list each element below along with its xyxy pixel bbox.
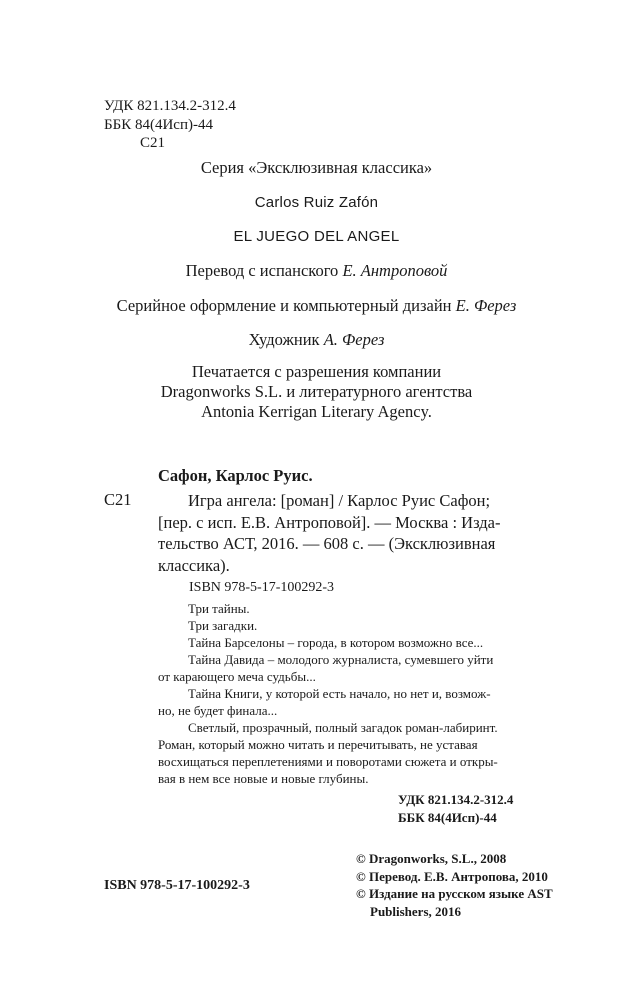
artist-name: А. Ферез bbox=[323, 330, 385, 349]
original-author: Carlos Ruiz Zafón bbox=[254, 194, 379, 211]
design-prefix: Серийное оформление и компьютерный дизайн bbox=[116, 296, 452, 315]
translator-name: Е. Антроповой bbox=[342, 261, 448, 280]
permission-line: Antonia Kerrigan Literary Agency. bbox=[201, 402, 432, 421]
catalog-description bbox=[158, 490, 501, 576]
annotation-line: Три тайны. bbox=[188, 601, 250, 616]
top-udk: УДК 821.134.2-312.4 bbox=[104, 98, 236, 114]
catalog-isbn: ISBN 978-5-17-100292-3 bbox=[189, 580, 335, 595]
copyright-block bbox=[356, 850, 553, 920]
designer-name: Е. Ферез bbox=[455, 296, 517, 315]
catalog-line: тельство АСТ, 2016. — 608 с. — (Эксклюзивная bbox=[158, 534, 496, 553]
bottom-isbn: ISBN 978-5-17-100292-3 bbox=[104, 878, 250, 893]
top-author-mark: С21 bbox=[140, 135, 166, 151]
translation-credit bbox=[0, 261, 633, 281]
annotation-line: Три загадки. bbox=[188, 618, 258, 633]
original-title: EL JUEGO DEL ANGEL bbox=[233, 228, 400, 245]
bottom-udk: УДК 821.134.2-312.4 bbox=[398, 792, 514, 807]
annotation-line: но, не будет финала... bbox=[158, 703, 278, 718]
annotation-line: Тайна Барселоны – города, в котором возможно все... bbox=[188, 635, 484, 650]
permission-line: Печатается с разрешения компании bbox=[191, 362, 442, 381]
design-credit bbox=[0, 296, 633, 316]
translation-prefix: Перевод с испанского bbox=[185, 261, 339, 280]
annotation-line: Тайна Книги, у которой есть начало, но нет и, возмож- bbox=[188, 686, 491, 701]
annotation-line: Тайна Давида – молодого журналиста, сумевшего уйти bbox=[188, 652, 494, 667]
permission-notice bbox=[0, 362, 633, 422]
permission-line: Dragonworks S.L. и литературного агентства bbox=[160, 382, 473, 401]
annotation-line: Светлый, прозрачный, полный загадок роман-лабиринт. bbox=[188, 720, 498, 735]
copyright-line: © Издание на русском языке AST bbox=[356, 886, 553, 901]
catalog-mark: С21 bbox=[104, 490, 132, 509]
copyright-line: © Dragonworks, S.L., 2008 bbox=[356, 851, 507, 866]
catalog-line: классика). bbox=[158, 555, 230, 575]
top-bbk: ББК 84(4Исп)-44 bbox=[104, 116, 213, 133]
bottom-bbk: ББК 84(4Исп)-44 bbox=[398, 810, 497, 825]
catalog-line: Игра ангела: [роман] / Карлос Руис Сафон; bbox=[188, 491, 491, 510]
annotation bbox=[158, 600, 498, 787]
annotation-line: от карающего меча судьбы... bbox=[158, 669, 316, 684]
top-classification-codes bbox=[104, 97, 236, 153]
bottom-classification-codes bbox=[398, 791, 513, 827]
copyright-line: © Перевод. Е.В. Антропова, 2010 bbox=[356, 868, 548, 884]
catalog-heading: Сафон, Карлос Руис. bbox=[158, 466, 313, 485]
artist-credit bbox=[0, 330, 633, 350]
annotation-line: восхищаться переплетениями и поворотами сюжета и откры- bbox=[158, 754, 498, 769]
annotation-line: вая в нем все новые и новые глубины. bbox=[158, 771, 369, 786]
catalog-line: [пер. с исп. Е.В. Антроповой]. — Москва : Изда- bbox=[158, 512, 501, 532]
series-line: Серия «Эксклюзивная классика» bbox=[200, 158, 433, 177]
annotation-line: Роман, который можно читать и перечитывать, не уставая bbox=[158, 737, 478, 752]
artist-prefix: Художник bbox=[248, 330, 320, 349]
copyright-line: Publishers, 2016 bbox=[370, 903, 462, 919]
